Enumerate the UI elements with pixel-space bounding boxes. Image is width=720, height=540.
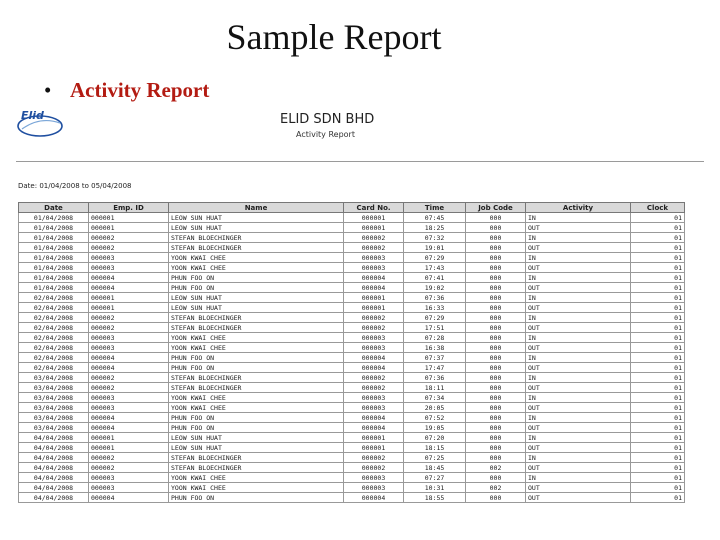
name-cell: YOON KWAI CHEE [169,343,344,353]
clock-cell: 01 [631,453,685,463]
job-code-cell: 000 [466,373,526,383]
activity-cell: IN [526,433,631,443]
job-code-cell: 000 [466,443,526,453]
activity-cell: IN [526,313,631,323]
emp-id-cell: 000001 [89,213,169,223]
card-no-cell: 000004 [344,273,404,283]
name-cell: LEOW SUN HUAT [169,303,344,313]
card-no-cell: 000001 [344,223,404,233]
job-code-cell: 002 [466,463,526,473]
slide-title: Sample Report [226,17,442,57]
card-no-cell: 000003 [344,483,404,493]
activity-cell: IN [526,453,631,463]
clock-cell: 01 [631,363,685,373]
date-cell: 03/04/2008 [19,423,89,433]
date-cell: 04/04/2008 [19,463,89,473]
emp-id-cell: 000003 [89,333,169,343]
clock-cell: 01 [631,283,685,293]
name-cell: YOON KWAI CHEE [169,393,344,403]
job-code-cell: 000 [466,393,526,403]
clock-cell: 01 [631,273,685,283]
emp-id-cell: 000004 [89,493,169,503]
job-code-cell: 000 [466,323,526,333]
emp-id-cell: 000004 [89,273,169,283]
column-header: Card No. [344,203,404,213]
date-cell: 02/04/2008 [19,293,89,303]
name-cell: LEOW SUN HUAT [169,443,344,453]
time-cell: 07:36 [404,373,466,383]
emp-id-cell: 000004 [89,413,169,423]
name-cell: PHUN FOO ON [169,413,344,423]
clock-cell: 01 [631,353,685,363]
job-code-cell: 000 [466,263,526,273]
table-row [19,313,685,323]
table-row [19,413,685,423]
job-code-cell: 000 [466,423,526,433]
logo-text: Elid [21,109,44,122]
clock-cell: 01 [631,223,685,233]
table-row [19,363,685,373]
card-no-cell: 000001 [344,213,404,223]
clock-cell: 01 [631,343,685,353]
date-cell: 03/04/2008 [19,413,89,423]
date-cell: 01/04/2008 [19,213,89,223]
job-code-cell: 000 [466,493,526,503]
name-cell: YOON KWAI CHEE [169,333,344,343]
emp-id-cell: 000002 [89,323,169,333]
clock-cell: 01 [631,313,685,323]
card-no-cell: 000004 [344,283,404,293]
time-cell: 17:43 [404,263,466,273]
emp-id-cell: 000003 [89,253,169,263]
emp-id-cell: 000003 [89,403,169,413]
name-cell: YOON KWAI CHEE [169,403,344,413]
job-code-cell: 000 [466,273,526,283]
job-code-cell: 000 [466,313,526,323]
activity-cell: OUT [526,423,631,433]
job-code-cell: 000 [466,383,526,393]
clock-cell: 01 [631,413,685,423]
table-row [19,423,685,433]
date-cell: 04/04/2008 [19,443,89,453]
clock-cell: 01 [631,383,685,393]
card-no-cell: 000001 [344,433,404,443]
job-code-cell: 000 [466,253,526,263]
activity-cell: IN [526,253,631,263]
table-row [19,463,685,473]
card-no-cell: 000002 [344,383,404,393]
activity-cell: IN [526,333,631,343]
table-row [19,243,685,253]
clock-cell: 01 [631,423,685,433]
date-cell: 01/04/2008 [19,233,89,243]
card-no-cell: 000004 [344,423,404,433]
header-divider [16,161,704,162]
report-subtitle: Activity Report [296,130,355,139]
table-row [19,303,685,313]
activity-cell: OUT [526,443,631,453]
card-no-cell: 000003 [344,393,404,403]
emp-id-cell: 000004 [89,283,169,293]
date-cell: 03/04/2008 [19,383,89,393]
clock-cell: 01 [631,493,685,503]
emp-id-cell: 000002 [89,453,169,463]
emp-id-cell: 000001 [89,443,169,453]
table-row [19,493,685,503]
clock-cell: 01 [631,463,685,473]
job-code-cell: 000 [466,453,526,463]
emp-id-cell: 000002 [89,243,169,253]
card-no-cell: 000004 [344,353,404,363]
time-cell: 18:45 [404,463,466,473]
activity-cell: OUT [526,223,631,233]
card-no-cell: 000002 [344,373,404,383]
time-cell: 07:41 [404,273,466,283]
clock-cell: 01 [631,323,685,333]
table-row [19,393,685,403]
job-code-cell: 000 [466,233,526,243]
emp-id-cell: 000003 [89,263,169,273]
emp-id-cell: 000004 [89,363,169,373]
card-no-cell: 000003 [344,333,404,343]
time-cell: 18:25 [404,223,466,233]
bullet-text: Activity Report [70,78,210,102]
date-cell: 01/04/2008 [19,223,89,233]
job-code-cell: 000 [466,303,526,313]
time-cell: 18:11 [404,383,466,393]
date-cell: 02/04/2008 [19,323,89,333]
time-cell: 07:29 [404,253,466,263]
name-cell: STEFAN BLOECHINGER [169,373,344,383]
card-no-cell: 000002 [344,233,404,243]
table-row [19,283,685,293]
clock-cell: 01 [631,243,685,253]
clock-cell: 01 [631,403,685,413]
column-header: Name [169,203,344,213]
job-code-cell: 000 [466,243,526,253]
company-name: ELID SDN BHD [280,112,375,127]
job-code-cell: 000 [466,343,526,353]
activity-cell: OUT [526,303,631,313]
activity-cell: IN [526,373,631,383]
emp-id-cell: 000001 [89,293,169,303]
time-cell: 07:37 [404,353,466,363]
name-cell: LEOW SUN HUAT [169,213,344,223]
name-cell: STEFAN BLOECHINGER [169,243,344,253]
activity-cell: OUT [526,363,631,373]
table-row [19,443,685,453]
date-cell: 01/04/2008 [19,263,89,273]
name-cell: PHUN FOO ON [169,283,344,293]
bullet-item [44,78,209,103]
activity-cell: OUT [526,403,631,413]
clock-cell: 01 [631,483,685,493]
emp-id-cell: 000002 [89,463,169,473]
date-cell: 04/04/2008 [19,483,89,493]
card-no-cell: 000002 [344,243,404,253]
emp-id-cell: 000002 [89,373,169,383]
name-cell: LEOW SUN HUAT [169,223,344,233]
activity-cell: IN [526,213,631,223]
time-cell: 07:20 [404,433,466,443]
clock-cell: 01 [631,373,685,383]
emp-id-cell: 000002 [89,233,169,243]
table-row [19,223,685,233]
date-cell: 01/04/2008 [19,243,89,253]
table-row [19,253,685,263]
card-no-cell: 000002 [344,313,404,323]
time-cell: 20:05 [404,403,466,413]
table-row [19,453,685,463]
card-no-cell: 000001 [344,443,404,453]
name-cell: STEFAN BLOECHINGER [169,313,344,323]
name-cell: PHUN FOO ON [169,423,344,433]
activity-cell: OUT [526,483,631,493]
card-no-cell: 000003 [344,403,404,413]
emp-id-cell: 000003 [89,473,169,483]
table-row [19,333,685,343]
card-no-cell: 000003 [344,343,404,353]
time-cell: 16:33 [404,303,466,313]
date-cell: 04/04/2008 [19,473,89,483]
report-image [8,104,706,514]
name-cell: STEFAN BLOECHINGER [169,463,344,473]
job-code-cell: 000 [466,403,526,413]
activity-cell: OUT [526,493,631,503]
time-cell: 10:31 [404,483,466,493]
emp-id-cell: 000003 [89,393,169,403]
date-cell: 02/04/2008 [19,353,89,363]
activity-cell: IN [526,473,631,483]
activity-table [18,202,685,503]
clock-cell: 01 [631,333,685,343]
clock-cell: 01 [631,443,685,453]
card-no-cell: 000001 [344,293,404,303]
activity-cell: OUT [526,283,631,293]
card-no-cell: 000003 [344,263,404,273]
emp-id-cell: 000002 [89,383,169,393]
time-cell: 07:25 [404,453,466,463]
name-cell: PHUN FOO ON [169,363,344,373]
name-cell: YOON KWAI CHEE [169,483,344,493]
time-cell: 07:32 [404,233,466,243]
emp-id-cell: 000001 [89,223,169,233]
card-no-cell: 000004 [344,413,404,423]
activity-cell: IN [526,273,631,283]
card-no-cell: 000003 [344,473,404,483]
table-row [19,483,685,493]
time-cell: 17:51 [404,323,466,333]
name-cell: YOON KWAI CHEE [169,253,344,263]
table-row [19,323,685,333]
date-cell: 02/04/2008 [19,303,89,313]
table-row [19,373,685,383]
emp-id-cell: 000003 [89,483,169,493]
job-code-cell: 000 [466,433,526,443]
job-code-cell: 000 [466,353,526,363]
name-cell: LEOW SUN HUAT [169,293,344,303]
job-code-cell: 000 [466,473,526,483]
job-code-cell: 000 [466,213,526,223]
name-cell: STEFAN BLOECHINGER [169,233,344,243]
card-no-cell: 000002 [344,453,404,463]
date-cell: 03/04/2008 [19,403,89,413]
date-cell: 02/04/2008 [19,343,89,353]
table-row [19,433,685,443]
emp-id-cell: 000001 [89,433,169,443]
table-row [19,343,685,353]
activity-cell: OUT [526,383,631,393]
column-header: Clock [631,203,685,213]
activity-cell: OUT [526,323,631,333]
date-cell: 01/04/2008 [19,273,89,283]
date-cell: 02/04/2008 [19,363,89,373]
time-cell: 07:27 [404,473,466,483]
activity-cell: IN [526,413,631,423]
job-code-cell: 000 [466,223,526,233]
job-code-cell: 000 [466,283,526,293]
clock-cell: 01 [631,303,685,313]
time-cell: 17:47 [404,363,466,373]
name-cell: YOON KWAI CHEE [169,473,344,483]
table-row [19,233,685,243]
time-cell: 18:55 [404,493,466,503]
date-cell: 01/04/2008 [19,283,89,293]
card-no-cell: 000001 [344,303,404,313]
column-header: Date [19,203,89,213]
activity-cell: IN [526,233,631,243]
clock-cell: 01 [631,473,685,483]
activity-cell: OUT [526,243,631,253]
table-row [19,293,685,303]
column-header: Emp. ID [89,203,169,213]
clock-cell: 01 [631,213,685,223]
card-no-cell: 000003 [344,253,404,263]
date-range: Date: 01/04/2008 to 05/04/2008 [18,182,132,190]
date-cell: 02/04/2008 [19,333,89,343]
date-cell: 04/04/2008 [19,493,89,503]
table-row [19,263,685,273]
activity-cell: OUT [526,343,631,353]
bullet-dot: • [44,78,52,102]
emp-id-cell: 000002 [89,313,169,323]
clock-cell: 01 [631,293,685,303]
column-header: Time [404,203,466,213]
time-cell: 07:52 [404,413,466,423]
job-code-cell: 000 [466,293,526,303]
column-header: Activity [526,203,631,213]
time-cell: 07:45 [404,213,466,223]
name-cell: STEFAN BLOECHINGER [169,383,344,393]
job-code-cell: 000 [466,413,526,423]
time-cell: 07:34 [404,393,466,403]
date-cell: 03/04/2008 [19,393,89,403]
job-code-cell: 002 [466,483,526,493]
name-cell: PHUN FOO ON [169,273,344,283]
table-row [19,383,685,393]
name-cell: YOON KWAI CHEE [169,263,344,273]
job-code-cell: 000 [466,363,526,373]
emp-id-cell: 000004 [89,353,169,363]
clock-cell: 01 [631,233,685,243]
activity-cell: OUT [526,463,631,473]
table-row [19,403,685,413]
activity-cell: IN [526,393,631,403]
activity-cell: OUT [526,263,631,273]
time-cell: 07:36 [404,293,466,303]
table-row [19,473,685,483]
time-cell: 19:05 [404,423,466,433]
emp-id-cell: 000004 [89,423,169,433]
table-row [19,273,685,283]
name-cell: PHUN FOO ON [169,353,344,363]
date-cell: 01/04/2008 [19,253,89,263]
time-cell: 19:02 [404,283,466,293]
card-no-cell: 000002 [344,463,404,473]
time-cell: 16:38 [404,343,466,353]
date-cell: 03/04/2008 [19,373,89,383]
date-cell: 04/04/2008 [19,453,89,463]
card-no-cell: 000002 [344,323,404,333]
activity-cell: IN [526,353,631,363]
emp-id-cell: 000001 [89,303,169,313]
time-cell: 07:29 [404,313,466,323]
table-row [19,353,685,363]
table-header-row [19,203,685,213]
card-no-cell: 000004 [344,363,404,373]
table-row [19,213,685,223]
clock-cell: 01 [631,263,685,273]
name-cell: STEFAN BLOECHINGER [169,323,344,333]
time-cell: 07:28 [404,333,466,343]
emp-id-cell: 000003 [89,343,169,353]
job-code-cell: 000 [466,333,526,343]
date-cell: 02/04/2008 [19,313,89,323]
time-cell: 18:15 [404,443,466,453]
card-no-cell: 000004 [344,493,404,503]
clock-cell: 01 [631,253,685,263]
name-cell: STEFAN BLOECHINGER [169,453,344,463]
name-cell: PHUN FOO ON [169,493,344,503]
clock-cell: 01 [631,393,685,403]
date-cell: 04/04/2008 [19,433,89,443]
time-cell: 19:01 [404,243,466,253]
activity-cell: IN [526,293,631,303]
name-cell: LEOW SUN HUAT [169,433,344,443]
clock-cell: 01 [631,433,685,443]
table-body [19,213,685,503]
column-header: Job Code [466,203,526,213]
